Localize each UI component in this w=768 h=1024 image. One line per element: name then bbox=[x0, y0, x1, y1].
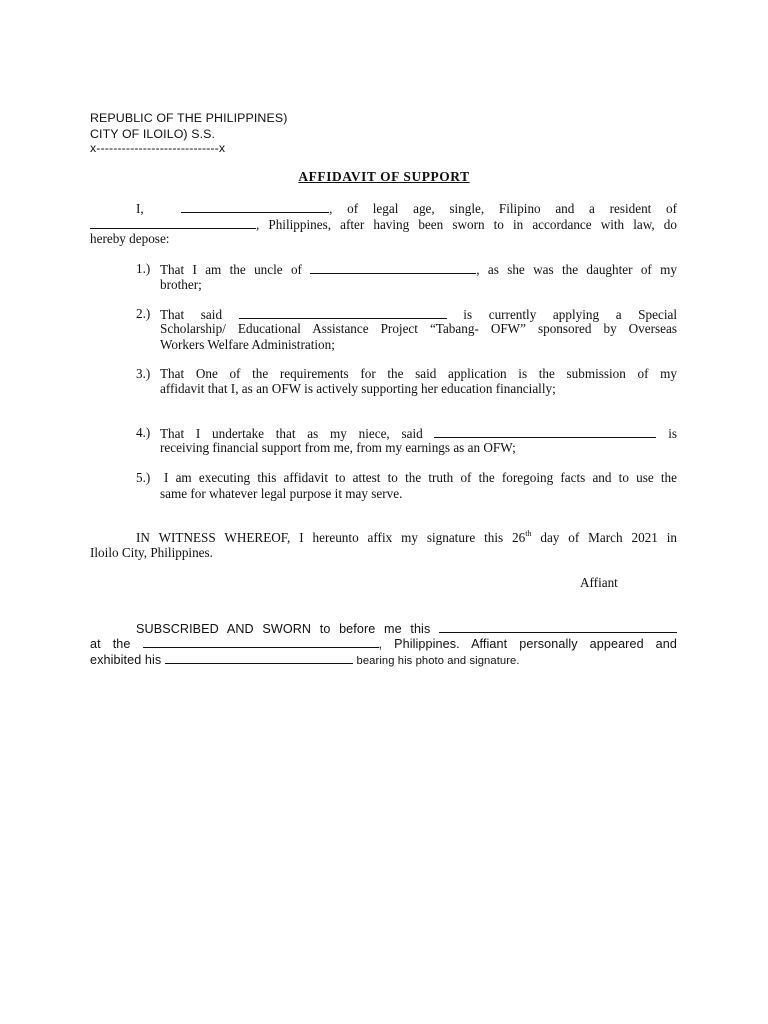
affiant-name-blank bbox=[181, 200, 329, 213]
item-5-number: 5.) bbox=[136, 470, 151, 485]
intro-line-2 bbox=[90, 216, 677, 233]
item-2-number: 2.) bbox=[136, 306, 151, 321]
sworn-place-blank bbox=[143, 635, 379, 648]
item-5-line-1: I am executing this affidavit to attest to the truth of the foregoing facts and to use the bbox=[164, 470, 677, 485]
item-2-line-2: Scholarship/ Educational Assistance Project “Tabang- OFW” sponsored by Overseas bbox=[160, 321, 677, 336]
sworn-line-3 bbox=[90, 651, 520, 669]
intro-text-philippines: , Philippines, after having been sworn to in accordance with law, do bbox=[256, 217, 677, 232]
item-4-text-a: That I undertake that as my niece, said bbox=[160, 426, 423, 441]
item-4-line-2: receiving financial support from me, from my earnings as an OFW; bbox=[160, 440, 516, 455]
intro-text-i: I, bbox=[136, 201, 144, 216]
item-1-text-a: That I am the uncle of bbox=[160, 262, 302, 277]
intro-line-1 bbox=[136, 200, 677, 217]
item-5-line-2: same for whatever legal purpose it may serve. bbox=[160, 486, 403, 501]
item-3-line-2: affidavit that I, as an OFW is actively supporting her education financially; bbox=[160, 381, 556, 396]
document-title: AFFIDAVIT OF SUPPORT bbox=[298, 169, 470, 184]
niece-name-blank-3 bbox=[434, 425, 656, 438]
intro-line-3: hereby depose: bbox=[90, 231, 170, 246]
item-4-number: 4.) bbox=[136, 425, 151, 440]
sworn-text-a: SUBSCRIBED AND SWORN to before me this bbox=[136, 622, 431, 636]
item-3-line-1: That One of the requirements for the said application is the submission of my bbox=[160, 366, 677, 381]
item-1-number: 1.) bbox=[136, 261, 151, 276]
item-1-line-2: brother; bbox=[160, 277, 202, 292]
sworn-text-bearing: bearing his photo and signature. bbox=[356, 655, 520, 667]
header-city: CITY OF ILOILO) S.S. bbox=[90, 127, 216, 141]
sworn-text-appeared: Affiant personally appeared and bbox=[471, 637, 677, 651]
header-separator: x-----------------------------x bbox=[90, 141, 226, 155]
item-2-text-b: is currently applying a Special bbox=[463, 307, 678, 322]
item-1-line-1 bbox=[160, 261, 677, 278]
niece-name-blank-2 bbox=[239, 306, 447, 319]
item-1-text-b: , as she was the daughter of my bbox=[476, 262, 677, 277]
witness-line-2: Iloilo City, Philippines. bbox=[90, 545, 213, 560]
sworn-text-at-the: at the bbox=[90, 637, 131, 651]
witness-ordinal-suffix: th bbox=[525, 529, 532, 538]
item-3-number: 3.) bbox=[136, 366, 151, 381]
id-document-blank bbox=[165, 651, 353, 664]
item-2-line-3: Workers Welfare Administration; bbox=[160, 337, 335, 352]
witness-text-a: IN WITNESS WHEREOF, I hereunto affix my signature this 26 bbox=[136, 530, 526, 545]
sworn-text-exhibited: exhibited his bbox=[90, 653, 162, 667]
niece-name-blank-1 bbox=[310, 261, 476, 274]
item-2-text-a: That said bbox=[160, 307, 223, 322]
sworn-text-philippines: , Philippines. bbox=[378, 637, 460, 651]
header-republic: REPUBLIC OF THE PHILIPPINES) bbox=[90, 111, 288, 125]
intro-text-legal-age: , of legal age, single, Filipino and a resident of bbox=[329, 201, 678, 216]
residence-blank bbox=[90, 216, 256, 229]
affiant-label: Affiant bbox=[580, 575, 618, 590]
sworn-date-blank bbox=[439, 620, 677, 633]
sworn-line-2 bbox=[90, 635, 677, 652]
witness-line-1 bbox=[136, 530, 677, 546]
witness-text-b: day of March 2021 in bbox=[540, 530, 678, 545]
item-4-text-b: is bbox=[668, 426, 678, 441]
